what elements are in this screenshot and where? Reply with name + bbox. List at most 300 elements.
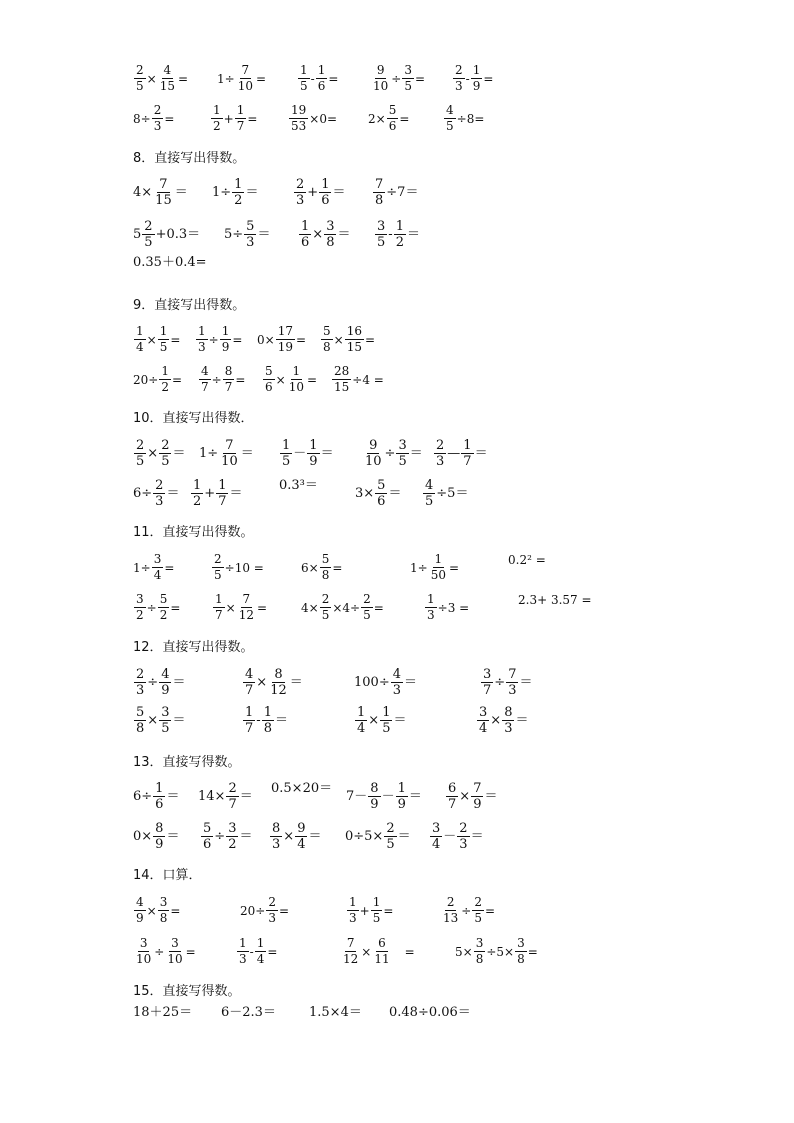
fraction-denominator: 8: [159, 911, 168, 925]
fraction-numerator: 8: [504, 705, 513, 720]
math-text: 8÷: [133, 111, 151, 126]
fraction-numerator: 3: [153, 552, 162, 566]
fraction-numerator: 4: [446, 103, 454, 117]
math-problem: [198, 365, 245, 394]
math-text: ÷: [214, 828, 226, 844]
math-text: 5: [133, 226, 142, 242]
fraction-denominator: 7: [483, 683, 492, 698]
fraction: [153, 782, 165, 811]
fraction: [298, 64, 310, 93]
fraction: [372, 937, 391, 966]
fraction: [158, 64, 177, 93]
fraction-numerator: 16: [346, 324, 362, 338]
math-text: =: [392, 944, 415, 959]
fraction-denominator: 6: [388, 119, 397, 133]
fraction-denominator: 5: [321, 608, 330, 622]
fraction-denominator: 8: [321, 568, 330, 582]
fraction: [320, 593, 332, 622]
fraction-numerator: 8: [370, 781, 379, 796]
fraction: [289, 104, 308, 133]
math-problem: [279, 479, 318, 493]
fraction-numerator: 9: [369, 438, 378, 453]
section-heading: 12．直接写出得数。: [133, 640, 254, 655]
fraction-numerator: 9: [376, 63, 385, 77]
fraction: [321, 325, 333, 354]
math-text: ＝: [257, 226, 271, 242]
fraction-numerator: 3: [475, 936, 484, 950]
math-problem: [433, 439, 488, 468]
math-text: ＝: [332, 184, 346, 200]
math-text: 1÷: [133, 560, 151, 575]
math-problem: [480, 668, 532, 697]
math-problem: [133, 937, 196, 966]
fraction-numerator: 6: [378, 936, 386, 950]
fraction-denominator: 6: [301, 235, 310, 250]
fraction-denominator: 5: [404, 79, 412, 93]
fraction-denominator: 2: [213, 119, 221, 133]
fraction: [196, 325, 208, 354]
fraction-numerator: 2: [214, 552, 222, 566]
fraction-denominator: 3: [392, 683, 401, 698]
fraction: [237, 937, 249, 966]
fraction-denominator: 5: [446, 119, 454, 133]
math-problem: [422, 479, 468, 508]
fraction-denominator: 5: [136, 454, 145, 469]
fraction-numerator: 28: [334, 364, 350, 378]
section-heading: 10．直接写出得数．: [133, 411, 254, 426]
fraction: [391, 668, 403, 697]
fraction-denominator: 9: [221, 340, 230, 354]
fraction-denominator: 6: [377, 494, 386, 509]
fraction-denominator: 5: [300, 79, 308, 93]
math-text: 1÷: [199, 445, 219, 461]
fraction-numerator: 2: [455, 63, 463, 77]
math-text: ×: [256, 674, 268, 690]
fraction: [280, 439, 292, 468]
math-problem: [355, 479, 401, 508]
math-text: ＝: [289, 674, 303, 690]
math-text: ×: [368, 712, 380, 728]
fraction: [341, 937, 360, 966]
fraction-numerator: 1: [395, 219, 404, 234]
math-text: ＝: [515, 712, 529, 728]
fraction-numerator: 1: [161, 364, 169, 378]
math-problem: [424, 593, 469, 622]
fraction-denominator: 4: [432, 837, 441, 852]
fraction-numerator: 1: [245, 705, 254, 720]
math-text: ＝: [245, 184, 259, 200]
fraction-numerator: 3: [479, 705, 488, 720]
math-text: ×: [146, 71, 157, 86]
math-text: =: [170, 332, 181, 347]
fraction: [232, 178, 244, 207]
math-problem: [389, 1006, 471, 1020]
math-text: ×: [490, 712, 502, 728]
math-text: ＝: [229, 485, 243, 501]
math-problem: [429, 822, 484, 851]
math-text: =: [256, 600, 268, 615]
fraction: [134, 937, 153, 966]
math-text: ÷8=: [456, 111, 485, 126]
fraction-denominator: 7: [245, 683, 254, 698]
fraction-numerator: 3: [432, 821, 441, 836]
fraction-numerator: 1: [357, 705, 366, 720]
fraction-numerator: 1: [349, 895, 357, 909]
math-text: =: [232, 332, 243, 347]
fraction-denominator: 3: [239, 952, 247, 966]
math-text: =: [278, 903, 290, 918]
fraction: [394, 220, 406, 249]
fraction-numerator: 2: [386, 821, 395, 836]
fraction: [276, 325, 295, 354]
fraction-denominator: 10: [237, 79, 253, 93]
math-problem: [221, 1006, 276, 1020]
fraction-denominator: 6: [321, 193, 330, 208]
math-problem: [455, 937, 538, 966]
math-text: ＝: [409, 445, 423, 461]
math-text: =: [235, 372, 246, 387]
fraction-numerator: 1: [300, 63, 308, 77]
section-heading: 15．直接写得数。: [133, 984, 241, 999]
math-text: ÷4 =: [352, 372, 384, 387]
math-text: -: [388, 226, 393, 242]
fraction: [134, 64, 146, 93]
fraction: [299, 220, 311, 249]
math-text: ＝: [166, 485, 180, 501]
fraction: [319, 178, 331, 207]
fraction-numerator: 2: [296, 177, 305, 192]
fraction-numerator: 5: [388, 103, 397, 117]
fraction-denominator: 5: [372, 911, 381, 925]
fraction-numerator: 5: [246, 219, 255, 234]
fraction: [142, 220, 154, 249]
fraction-denominator: 3: [459, 837, 468, 852]
math-text: 18＋25＝: [133, 1005, 193, 1020]
fraction: [199, 365, 211, 394]
math-text: =: [328, 71, 339, 86]
math-text: 5×: [455, 944, 473, 959]
fraction-numerator: 3: [483, 667, 492, 682]
math-text: -: [310, 71, 315, 86]
fraction-numerator: 1: [382, 705, 391, 720]
fraction: [153, 178, 174, 207]
fraction-denominator: 2: [136, 608, 144, 622]
math-text: 1.5×4＝: [309, 1005, 362, 1020]
math-problem: [301, 593, 384, 622]
fraction-denominator: 7: [224, 380, 233, 394]
math-problem: [476, 706, 528, 735]
fraction: [226, 782, 238, 811]
fraction-denominator: 8: [326, 235, 335, 250]
fraction-denominator: 2: [395, 235, 404, 250]
fraction-denominator: 5: [398, 454, 407, 469]
fraction-denominator: 5: [144, 235, 153, 250]
fraction-denominator: 6: [203, 837, 212, 852]
math-problem: [410, 553, 459, 582]
fraction-numerator: 2: [363, 592, 371, 606]
math-problem: [320, 325, 375, 354]
fraction-denominator: 3: [153, 119, 162, 133]
fraction: [134, 668, 146, 697]
math-text: -: [465, 71, 470, 86]
fraction: [453, 64, 465, 93]
math-text: +: [307, 184, 319, 200]
math-problem: [362, 439, 423, 468]
fraction-numerator: 4: [245, 667, 254, 682]
math-text: 7－: [346, 788, 368, 804]
fraction: [294, 178, 306, 207]
fraction-numerator: 1: [292, 364, 301, 378]
fraction-numerator: 1: [301, 219, 310, 234]
math-problem: [133, 706, 185, 735]
math-text: =: [414, 71, 426, 86]
math-text: —: [447, 445, 461, 461]
fraction-numerator: 4: [392, 667, 401, 682]
fraction-denominator: 10: [221, 454, 238, 469]
fraction: [429, 553, 448, 582]
fraction-numerator: 4: [425, 478, 434, 493]
fraction-denominator: 3: [296, 193, 305, 208]
fraction: [237, 593, 256, 622]
fraction-denominator: 5: [136, 79, 144, 93]
fraction-numerator: 1: [198, 324, 206, 338]
fraction: [444, 104, 456, 133]
fraction: [159, 706, 171, 735]
fraction-denominator: 6: [265, 380, 273, 394]
fraction-denominator: 3: [155, 494, 164, 509]
math-problem: [133, 668, 185, 697]
fraction: [165, 937, 184, 966]
fraction-numerator: 3: [398, 438, 407, 453]
math-text: 4×: [133, 184, 153, 200]
fraction-denominator: 5: [161, 454, 170, 469]
fraction: [268, 668, 289, 697]
fraction: [425, 593, 437, 622]
math-problem: [133, 64, 188, 93]
math-text: 2.3+ 3.57 =: [518, 593, 592, 607]
math-text: =: [164, 111, 175, 126]
fraction-denominator: 10: [288, 380, 304, 394]
fraction: [446, 782, 458, 811]
fraction-numerator: 1: [159, 324, 168, 338]
math-text: ÷5×: [486, 944, 515, 959]
fraction-numerator: 5: [377, 478, 386, 493]
fraction-denominator: 3: [349, 911, 357, 925]
fraction-numerator: 4: [161, 667, 170, 682]
math-problem: [269, 822, 321, 851]
fraction-denominator: 11: [374, 952, 390, 966]
fraction: [430, 822, 442, 851]
math-text: =: [373, 600, 384, 615]
fraction: [134, 439, 146, 468]
fraction-numerator: 7: [159, 177, 168, 192]
fraction-denominator: 4: [136, 340, 144, 354]
section-heading: 14．口算．: [133, 868, 202, 883]
math-problem: [133, 822, 179, 851]
fraction: [371, 64, 390, 93]
math-text: ÷: [211, 372, 222, 387]
math-problem: [133, 325, 180, 354]
math-problem: [133, 896, 180, 925]
fraction: [152, 104, 164, 133]
math-text: ÷: [461, 903, 472, 918]
fraction-numerator: 2: [474, 895, 482, 909]
math-problem: [372, 178, 418, 207]
fraction-denominator: 4: [297, 837, 306, 852]
fraction-denominator: 7: [236, 119, 245, 133]
math-text: ÷: [147, 674, 159, 690]
fraction-denominator: 9: [472, 79, 481, 93]
fraction-denominator: 3: [136, 683, 145, 698]
math-text: ÷: [391, 71, 402, 86]
fraction-numerator: 2: [153, 103, 162, 117]
math-text: ÷5＝: [436, 485, 469, 501]
math-text: ＝: [337, 226, 351, 242]
math-text: ÷: [494, 674, 506, 690]
fraction-denominator: 2: [161, 380, 169, 394]
fraction: [481, 668, 493, 697]
fraction-denominator: 13: [443, 911, 459, 925]
math-problem: [288, 104, 337, 133]
math-text: =: [255, 71, 267, 86]
fraction: [434, 439, 446, 468]
math-text: =: [383, 903, 394, 918]
fraction: [324, 220, 336, 249]
fraction-denominator: 7: [463, 454, 472, 469]
fraction-numerator: 1: [309, 438, 318, 453]
fraction-denominator: 12: [270, 683, 287, 698]
math-problem: [301, 553, 342, 582]
fraction-numerator: 1: [372, 895, 381, 909]
fraction-denominator: 19: [277, 340, 293, 354]
fraction: [387, 104, 399, 133]
fraction-numerator: 4: [163, 63, 172, 77]
math-text: =: [170, 903, 181, 918]
math-text: ÷: [208, 332, 219, 347]
fraction: [201, 822, 213, 851]
fraction-denominator: 7: [215, 608, 223, 622]
fraction-numerator: 17: [277, 324, 293, 338]
math-text: ＝: [519, 674, 533, 690]
math-problem: [133, 256, 207, 270]
math-problem: [297, 64, 338, 93]
math-problem: [133, 593, 180, 622]
fraction: [211, 104, 223, 133]
math-text: ＝: [320, 445, 334, 461]
fraction: [471, 64, 483, 93]
fraction-numerator: 7: [473, 781, 482, 796]
math-problem: [445, 782, 497, 811]
fraction-denominator: 3: [272, 837, 281, 852]
fraction: [220, 325, 232, 354]
math-text: ÷3 =: [437, 600, 470, 615]
fraction-denominator: 7: [448, 797, 457, 812]
fraction-numerator: 7: [375, 177, 384, 192]
math-problem: [199, 439, 254, 468]
fraction: [380, 706, 392, 735]
math-text: －: [443, 828, 457, 844]
math-text: ÷10 =: [224, 560, 264, 575]
fraction-denominator: 3: [268, 911, 276, 925]
fraction-numerator: 1: [282, 438, 291, 453]
math-problem: [331, 365, 384, 394]
section-heading: 9．直接写出得数。: [133, 298, 246, 313]
math-problem: [345, 822, 411, 851]
fraction: [243, 668, 255, 697]
fraction: [153, 479, 165, 508]
fraction: [457, 822, 469, 851]
math-text: =: [306, 372, 318, 387]
fraction: [152, 553, 164, 582]
math-text: ×: [361, 944, 372, 959]
fraction-numerator: 8: [224, 364, 233, 378]
math-problem: [242, 668, 303, 697]
math-text: ×: [333, 332, 344, 347]
fraction-numerator: 7: [242, 592, 251, 606]
fraction-numerator: 3: [517, 936, 525, 950]
fraction: [461, 439, 473, 468]
math-problem: [346, 782, 422, 811]
fraction: [134, 706, 146, 735]
fraction-denominator: 10: [167, 952, 183, 966]
fraction-numerator: 3: [326, 219, 335, 234]
fraction: [332, 365, 351, 394]
fraction-numerator: 3: [228, 821, 237, 836]
fraction: [270, 822, 282, 851]
math-problem: [133, 782, 179, 811]
fraction-numerator: 4: [201, 364, 209, 378]
math-text: ÷: [146, 600, 157, 615]
math-text: -: [256, 712, 261, 728]
fraction: [471, 782, 483, 811]
fraction-denominator: 50: [430, 568, 446, 582]
fraction: [262, 706, 274, 735]
fraction-denominator: 2: [234, 193, 243, 208]
fraction: [515, 937, 527, 966]
math-text: 14×: [198, 788, 226, 804]
math-text: 20÷: [240, 903, 266, 918]
math-problem: [133, 220, 200, 249]
fraction-denominator: 8: [475, 952, 484, 966]
math-problem: [224, 220, 270, 249]
fraction-numerator: 2: [436, 438, 445, 453]
fraction: [506, 668, 518, 697]
fraction-numerator: 7: [241, 63, 250, 77]
fraction-numerator: 7: [508, 667, 517, 682]
fraction-numerator: 1: [236, 103, 245, 117]
fraction-numerator: 2: [321, 592, 330, 606]
fraction-denominator: 5: [159, 340, 168, 354]
fraction-numerator: 7: [225, 438, 234, 453]
fraction-denominator: 3: [504, 721, 513, 736]
math-text: ×: [147, 712, 159, 728]
math-text: ＝: [166, 828, 180, 844]
fraction-denominator: 9: [155, 837, 164, 852]
fraction-denominator: 10: [365, 454, 382, 469]
math-text: ＝: [474, 445, 488, 461]
math-problem: [370, 64, 425, 93]
fraction: [213, 593, 225, 622]
fraction-numerator: 1: [239, 936, 247, 950]
fraction-denominator: 7: [228, 797, 237, 812]
fraction: [396, 439, 408, 468]
fraction-denominator: 15: [334, 380, 350, 394]
fraction-numerator: 1: [256, 936, 265, 950]
fraction-denominator: 12: [238, 608, 254, 622]
math-text: ×: [312, 226, 324, 242]
math-problem: [279, 439, 334, 468]
fraction-numerator: 5: [323, 324, 331, 338]
